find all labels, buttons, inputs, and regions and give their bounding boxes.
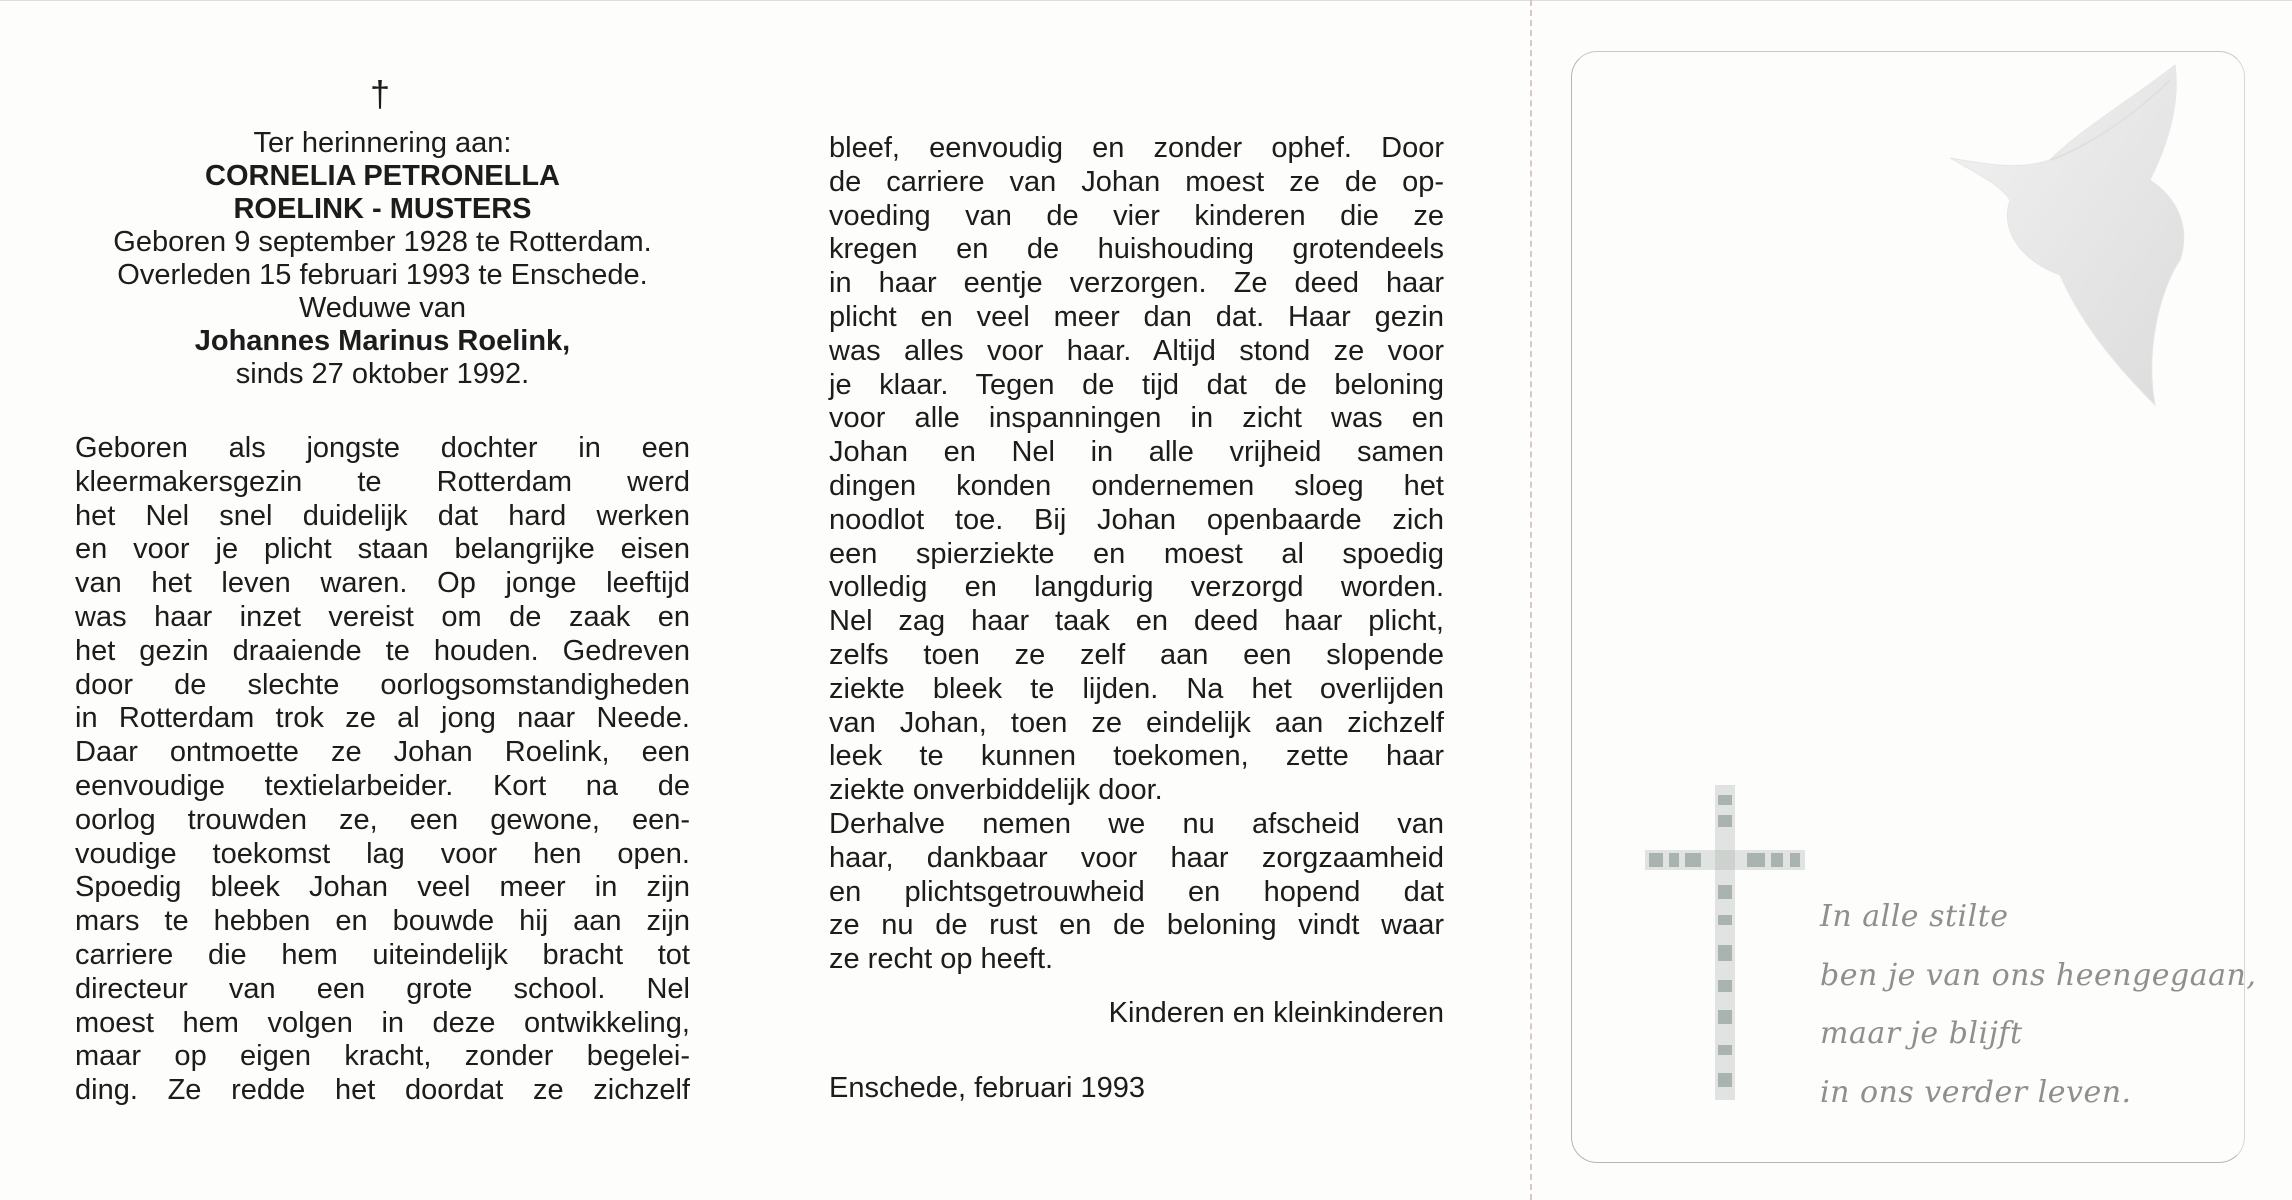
- text-line: ziekte onverbiddelijk door.: [829, 774, 1163, 807]
- cross-icon: [1645, 785, 1805, 1100]
- widow-text: Weduwe van: [298, 292, 467, 324]
- text-line: van het leven waren. Op jonge leeftijd: [75, 567, 690, 600]
- text-line: was haar inzet vereist om de zaak en: [75, 600, 690, 633]
- text-line: carriere die hem uiteindelijk bracht tot: [75, 938, 690, 971]
- deceased-name-line1: CORNELIA PETRONELLA: [205, 160, 560, 192]
- text-line: het Nel snel duidelijk dat hard werken: [75, 499, 690, 532]
- poem-line: In alle stilte: [1820, 899, 2009, 934]
- spouse-name: Johannes Marinus Roelink,: [194, 325, 571, 357]
- left-body-text: [75, 432, 690, 1108]
- text-line: en plichtsgetrouwheid en hopend dat: [829, 875, 1444, 908]
- dove-icon: [1930, 60, 2190, 420]
- text-line: was alles voor haar. Altijd stond ze voor: [829, 334, 1444, 367]
- text-line: dingen konden ondernemen sloeg het: [829, 469, 1444, 502]
- text-line: voor alle inspanningen in zicht was en: [829, 402, 1444, 435]
- poem-line: in ons verder leven.: [1820, 1074, 2132, 1110]
- text-line: kregen en de huishouding grotendeels: [829, 233, 1444, 266]
- text-line: ding. Ze redde het doordat ze zichzelf: [75, 1074, 690, 1107]
- text-line: door de slechte oorlogsomstandigheden: [75, 668, 690, 701]
- poem-line: maar je blijft: [1820, 1016, 2023, 1051]
- text-line: kleermakersgezin te Rotterdam werd: [75, 465, 690, 498]
- text-line: Spoedig bleek Johan veel meer in zijn: [75, 871, 690, 904]
- text-line: directeur van een grote school. Nel: [75, 972, 690, 1005]
- text-line: Daar ontmoette ze Johan Roelink, een: [75, 736, 690, 769]
- intro-text: Ter herinnering aan:: [253, 127, 512, 159]
- poem: [1820, 888, 2256, 1122]
- cross-symbol: †: [370, 73, 391, 114]
- text-line: Geboren als jongste dochter in een: [75, 432, 690, 464]
- text-line: een spierziekte en moest al spoedig: [829, 537, 1444, 570]
- place-date: Enschede, februari 1993: [829, 1072, 1145, 1104]
- text-line: ze nu de rust en de beloning vindt waar: [829, 909, 1444, 942]
- text-line: voeding van de vier kinderen die ze: [829, 199, 1444, 232]
- text-line: noodlot toe. Bij Johan openbaarde zich: [829, 503, 1444, 536]
- memorial-header: [75, 126, 690, 390]
- text-line: moest hem volgen in deze ontwikkeling,: [75, 1006, 690, 1039]
- birth-text: Geboren 9 september 1928 te Rotterdam.: [113, 226, 652, 258]
- text-line: volledig en langdurig verzorgd worden.: [829, 571, 1444, 604]
- text-line: Nel zag haar taak en deed haar plicht,: [829, 605, 1444, 638]
- text-line: mars te hebben en bouwde hij aan zijn: [75, 905, 690, 938]
- poem-line: ben je van ons heengegaan,: [1820, 957, 2257, 993]
- text-line: bleef, eenvoudig en zonder ophef. Door: [829, 132, 1444, 164]
- signature: Kinderen en kleinkinderen: [1108, 997, 1444, 1029]
- text-line: leek te kunnen toekomen, zette haar: [829, 740, 1444, 773]
- text-line: de carriere van Johan moest ze de op-: [829, 165, 1444, 198]
- death-text: Overleden 15 februari 1993 te Enschede.: [117, 259, 648, 291]
- top-edge: [0, 0, 2292, 1]
- text-line: maar op eigen kracht, zonder begelei-: [75, 1040, 690, 1073]
- text-line: in Rotterdam trok ze al jong naar Neede.: [75, 702, 690, 735]
- text-line: je klaar. Tegen de tijd dat de beloning: [829, 368, 1444, 401]
- text-line: zelfs toen ze zelf aan een slopende: [829, 638, 1444, 671]
- text-line: ze recht op heeft.: [829, 943, 1054, 976]
- since-text: sinds 27 oktober 1992.: [235, 358, 530, 390]
- text-line: oorlog trouwden ze, een gewone, een-: [75, 803, 690, 836]
- text-line: ziekte bleek te lijden. Na het overlijden: [829, 672, 1444, 705]
- text-line: haar, dankbaar voor haar zorgzaamheid: [829, 841, 1444, 874]
- text-line: Derhalve nemen we nu afscheid van: [829, 807, 1444, 840]
- fold-line: [1530, 0, 1532, 1200]
- middle-body-text: [829, 132, 1444, 977]
- text-line: in haar eentje verzorgen. Ze deed haar: [829, 267, 1444, 300]
- deceased-name-line2: ROELINK - MUSTERS: [233, 193, 532, 225]
- text-line: van Johan, toen ze eindelijk aan zichzelf: [829, 706, 1444, 739]
- text-line: Johan en Nel in alle vrijheid samen: [829, 436, 1444, 469]
- text-line: en voor je plicht staan belangrijke eisen: [75, 533, 690, 566]
- text-line: plicht en veel meer dan dat. Haar gezin: [829, 300, 1444, 333]
- text-line: eenvoudige textielarbeider. Kort na de: [75, 769, 690, 802]
- text-line: het gezin draaiende te houden. Gedreven: [75, 634, 690, 667]
- text-line: voudige toekomst lag voor hen open.: [75, 837, 690, 870]
